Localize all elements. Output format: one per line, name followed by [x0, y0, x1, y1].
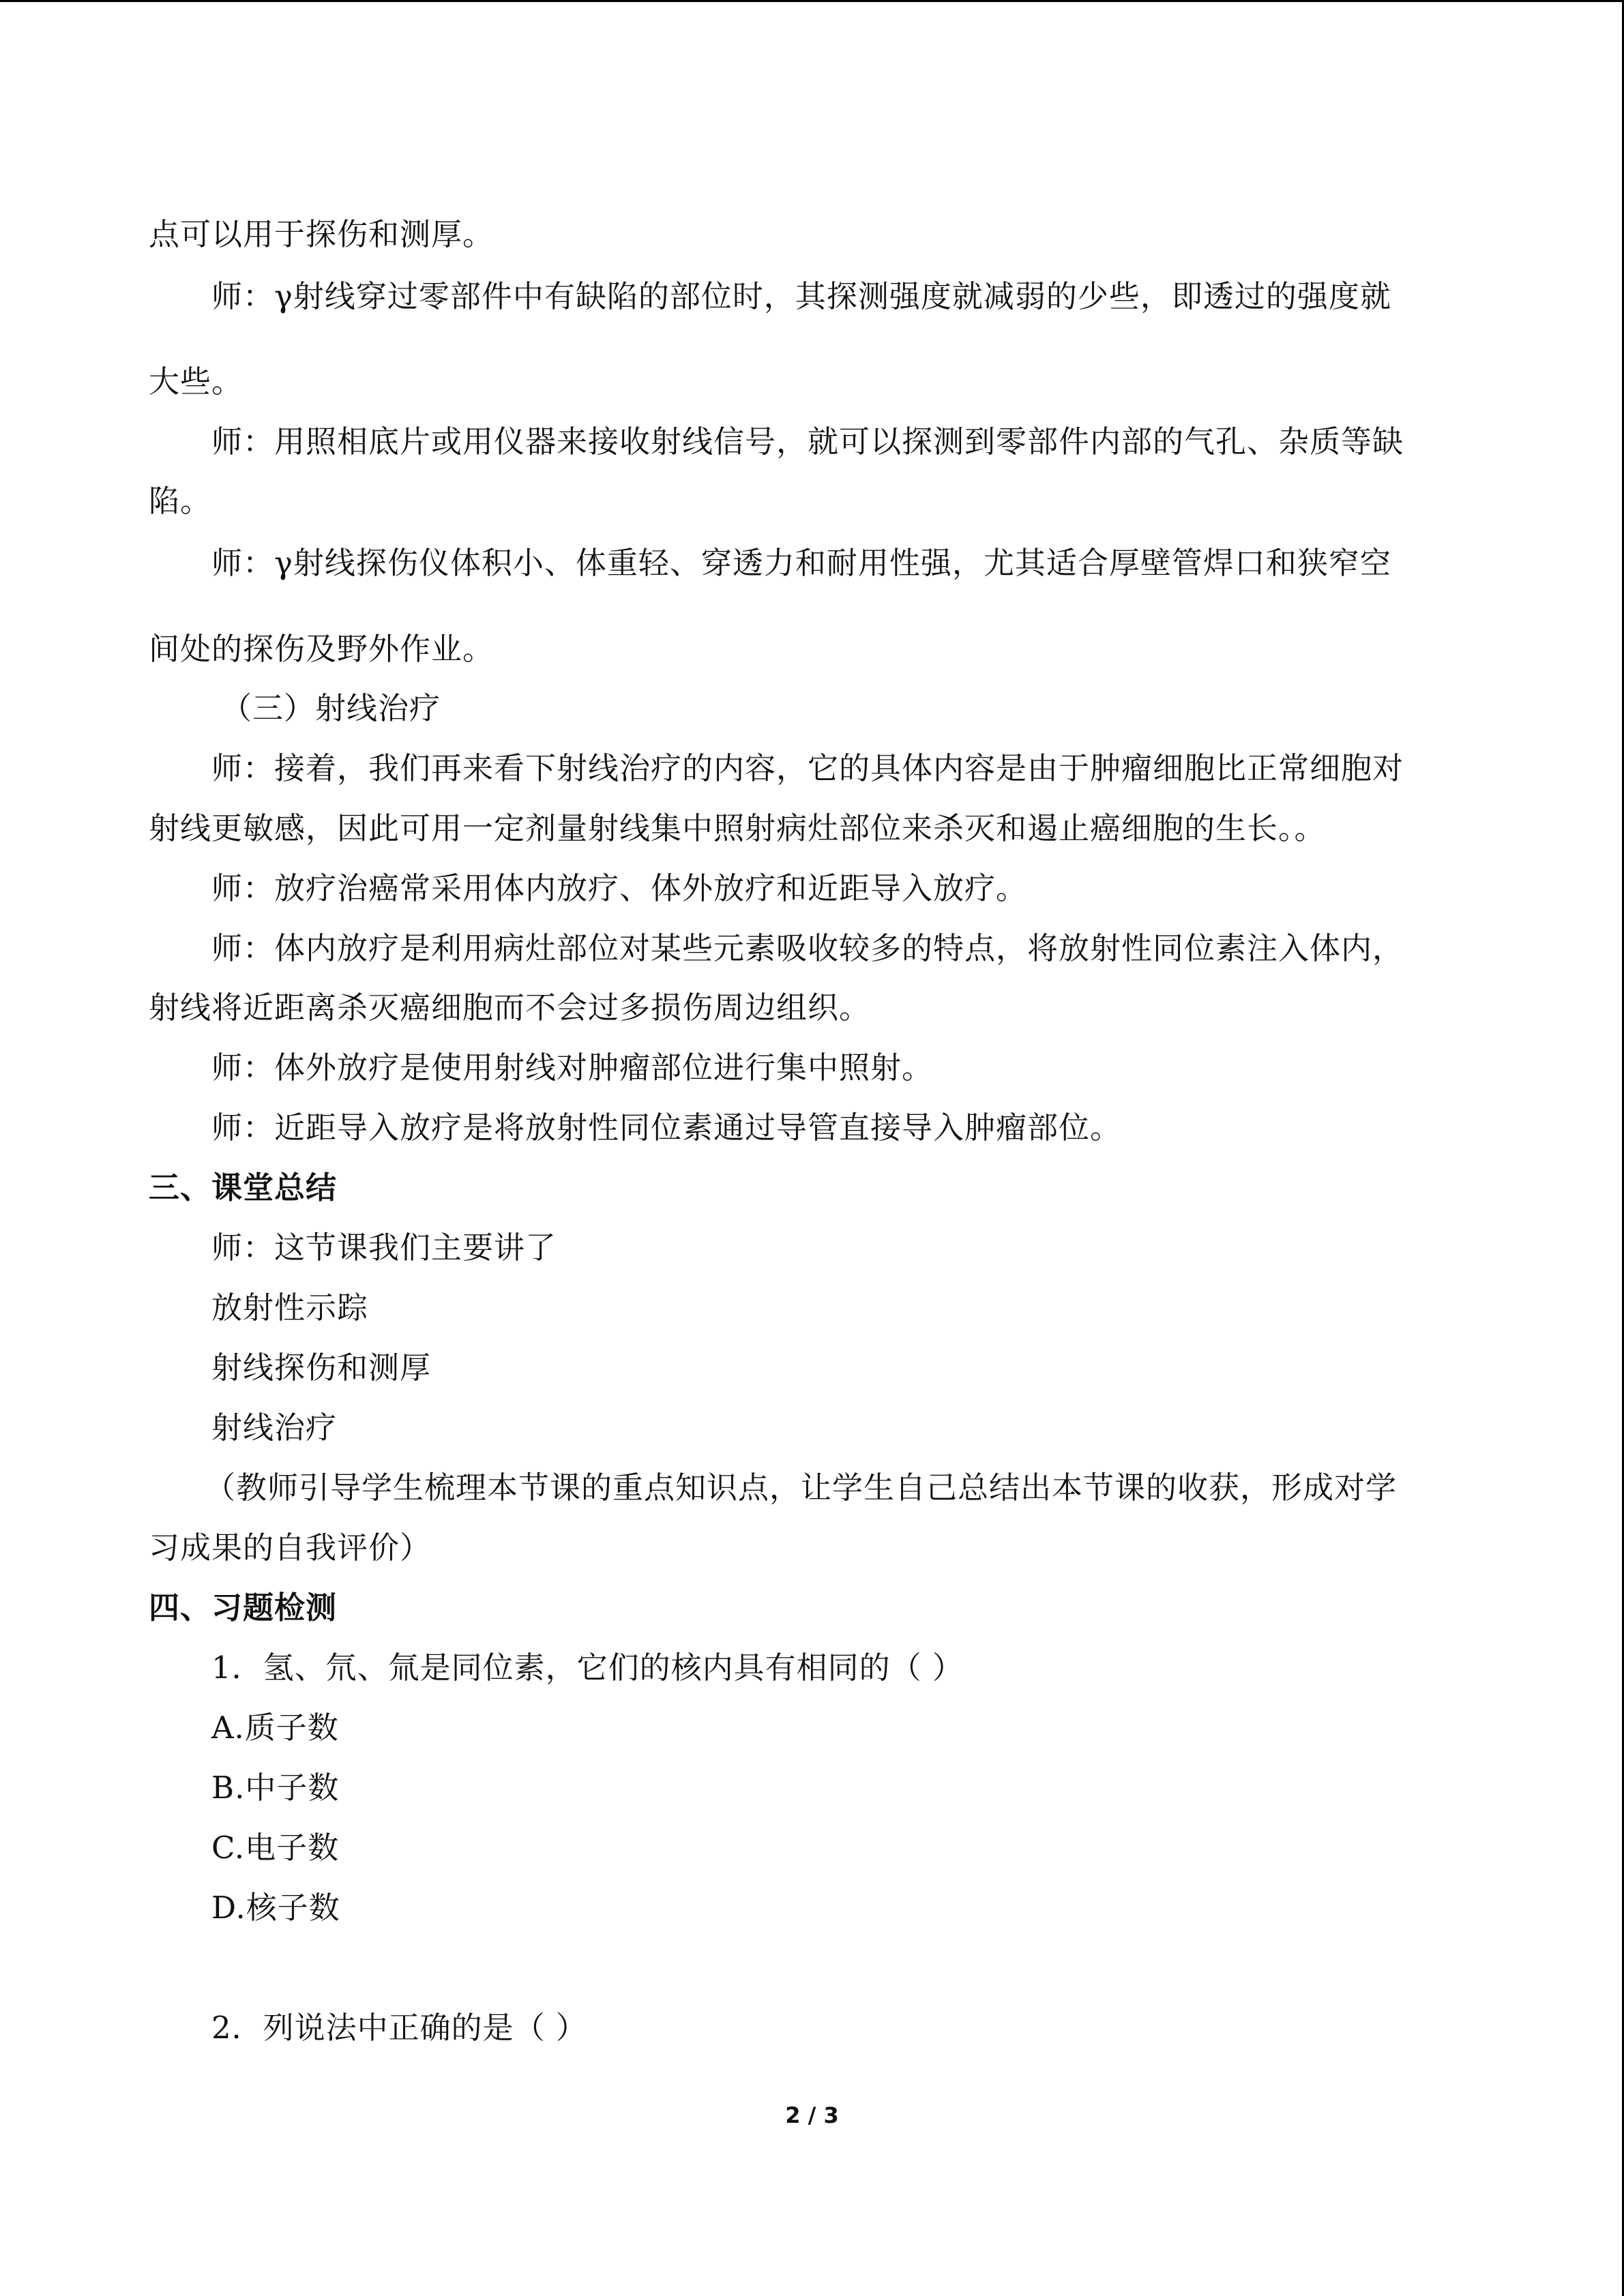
paragraph-line: 师：γ射线探伤仪体积小、体重轻、穿透力和耐用性强，尤其适合厚壁管焊口和狭窄空 — [211, 545, 1391, 581]
question-option: C.电子数 — [211, 1830, 340, 1866]
summary-item: 射线探伤和测厚 — [211, 1350, 432, 1386]
paragraph-line: 师：体内放疗是利用病灶部位对某些元素吸收较多的特点，将放射性同位素注入体内， — [211, 930, 1404, 966]
paragraph-line: 间处的探伤及野外作业。 — [149, 631, 494, 667]
paragraph-line: 大些。 — [149, 363, 243, 400]
page-number: 2 / 3 — [785, 2102, 839, 2128]
section-heading-summary: 三、课堂总结 — [149, 1169, 338, 1206]
summary-item: 放射性示踪 — [211, 1289, 369, 1326]
paragraph-line: 陷。 — [149, 483, 212, 519]
summary-intro: 师：这节课我们主要讲了 — [211, 1229, 557, 1266]
question-option: A.质子数 — [211, 1710, 339, 1746]
question-option: B.中子数 — [211, 1770, 340, 1806]
paragraph-line: 射线更敏感，因此可用一定剂量射线集中照射病灶部位来杀灭和遏止癌细胞的生长。。 — [149, 810, 1326, 846]
question-1: 1．氢、氘、氚是同位素，它们的核内具有相同的（ ） — [211, 1650, 964, 1686]
paragraph-line: 师：用照相底片或用仪器来接收射线信号，就可以探测到零部件内部的气孔、杂质等缺 — [211, 423, 1404, 460]
question-option: D.核子数 — [211, 1890, 340, 1926]
paragraph-line: 师：放疗治癌常采用体内放疗、体外放疗和近距导入放疗。 — [211, 870, 1028, 906]
summary-item: 射线治疗 — [211, 1410, 338, 1446]
paragraph-line: 点可以用于探伤和测厚。 — [149, 216, 494, 252]
paragraph-line: 师：接着，我们再来看下射线治疗的内容，它的具体内容是由于肿瘤细胞比正常细胞对 — [211, 750, 1404, 786]
paragraph-line: 师：近距导入放疗是将放射性同位素通过导管直接导入肿瘤部位。 — [211, 1109, 1122, 1146]
paragraph-line: 师：γ射线穿过零部件中有缺陷的部位时，其探测强度就减弱的少些，即透过的强度就 — [211, 278, 1391, 314]
paragraph-line: 师：体外放疗是使用射线对肿瘤部位进行集中照射。 — [211, 1049, 934, 1086]
subsection-heading: （三）射线治疗 — [221, 690, 441, 726]
paragraph-line: 射线将近距离杀灭癌细胞而不会过多损伤周边组织。 — [149, 989, 871, 1026]
question-2: 2．列说法中正确的是（ ） — [211, 2010, 587, 2046]
summary-note: （教师引导学生梳理本节课的重点知识点，让学生自己总结出本节课的收获，形成对学 — [205, 1470, 1398, 1506]
summary-note: 习成果的自我评价） — [149, 1530, 432, 1566]
section-heading-exercises: 四、习题检测 — [149, 1590, 338, 1626]
